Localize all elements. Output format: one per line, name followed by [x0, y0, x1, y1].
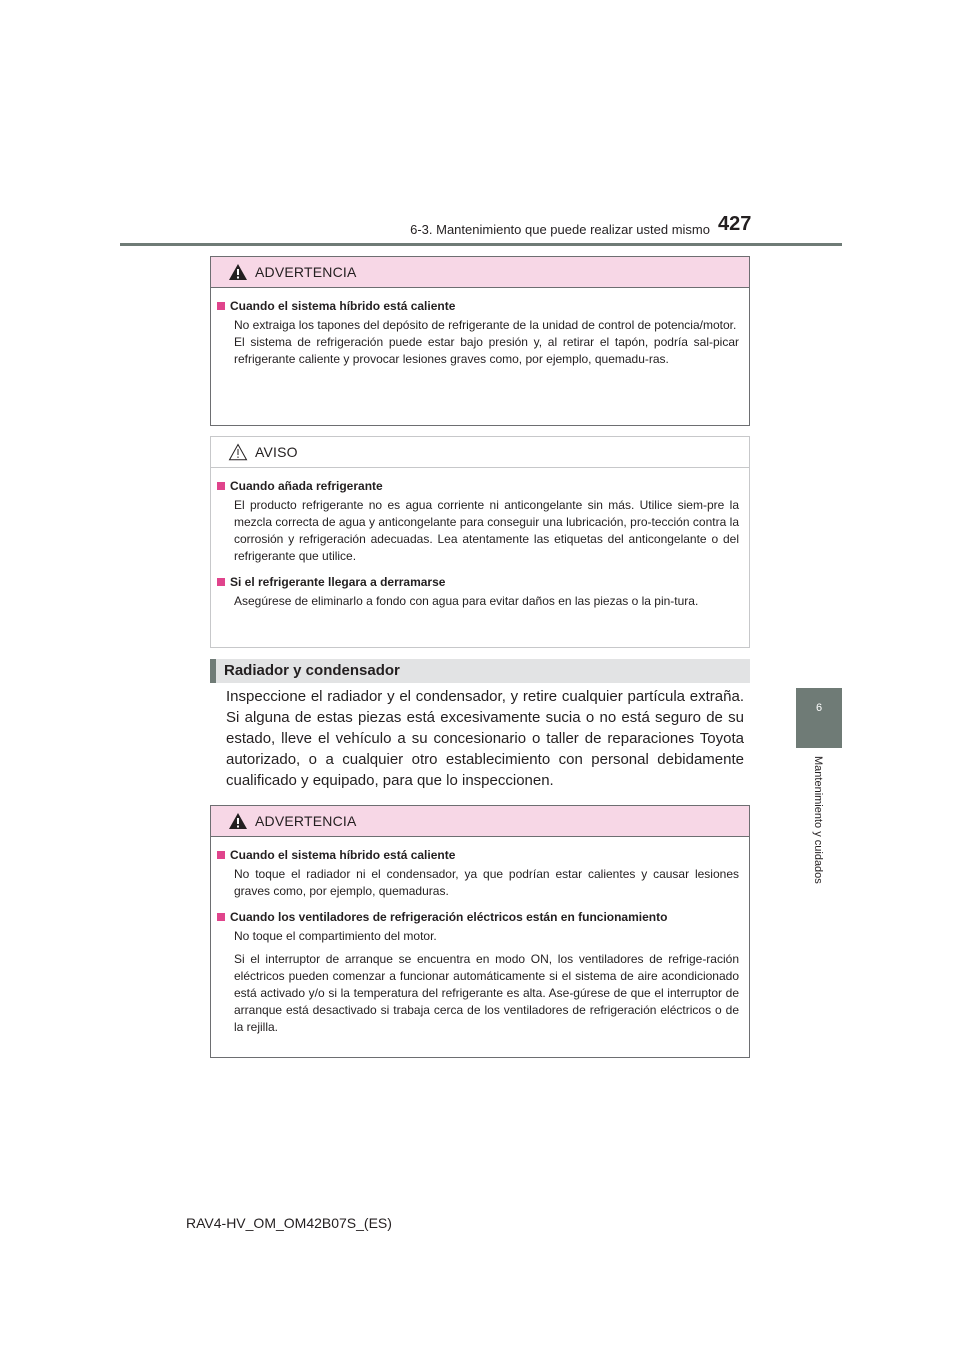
notice-box-header: [211, 437, 749, 468]
chapter-tab: 6: [796, 688, 842, 748]
warning-item-heading: Cuando el sistema híbrido está caliente: [230, 848, 456, 862]
warning-box-radiator: [210, 805, 750, 1058]
section-heading-text: Radiador y condensador: [224, 662, 400, 679]
notice-item-heading: Si el refrigerante llegara a derramarse: [230, 575, 446, 589]
notice-item: [217, 478, 739, 565]
chapter-title-vertical: [800, 756, 830, 916]
section-paragraph: Inspeccione el radiador y el condensador, y retire cualquier partícula extraña. Si alguna de estas piezas está excesivamente sucia o no está seguro de su estado, lleve el vehículo a su concesionario o taller de reparaciones Toyota autorizado, o a cualquier otro establecimiento con personal debidamente cualificado y equipado, para que lo inspeccionen.: [226, 688, 744, 789]
bullet-square-icon: [217, 578, 225, 586]
notice-item-text: Asegúrese de eliminarlo a fondo con agua para evitar daños en las piezas o la pin-tura.: [234, 594, 699, 608]
warning-item-heading: Cuando los ventiladores de refrigeración eléctricos están en funcionamiento: [230, 910, 668, 924]
caution-triangle-icon: [228, 443, 248, 461]
warning-item-text: El sistema de refrigeración puede estar bajo presión y, al retirar el tapón, podría sal-picar refrigerante caliente y provocar lesiones graves como, por ejemplo, quemadu-ras.: [234, 335, 739, 366]
warning-box-hybrid-hot: [210, 256, 750, 426]
bullet-square-icon: [217, 302, 225, 310]
warning-item-text: No toque el compartimiento del motor.: [234, 929, 437, 943]
notice-box-coolant: [210, 436, 750, 648]
bullet-square-icon: [217, 482, 225, 490]
notice-item: [217, 574, 739, 610]
header-divider: [120, 243, 842, 246]
notice-title: AVISO: [255, 444, 298, 460]
bullet-square-icon: [217, 913, 225, 921]
notice-item-text: El producto refrigerante no es agua corriente ni anticongelante sin más. Utilice siem-pre la mezcla correcta de agua y anticongelante para conseguir una lubricación, pro-tección contra la corrosión y refrigeración adecuadas. Lea atentamente las etiquetas del anticongelante o del refrigerante que utilice.: [234, 498, 739, 563]
warning-item-text: No toque el radiador ni el condensador, ya que podrían estar calientes y causar lesiones graves como, por ejemplo, quemaduras.: [234, 867, 739, 898]
chapter-title: Mantenimiento y cuidados: [812, 756, 824, 884]
warning-item-heading: Cuando el sistema híbrido está caliente: [230, 299, 456, 313]
warning-item-text: Si el interruptor de arranque se encuentra en modo ON, los ventiladores de refrige-ración eléctricos pueden comenzar a funcionar automáticamente si el sistema de aire acondicionado está activado y/o si la temperatura del refrigerante es alta. Ase-gúrese de que el interruptor de arranque está desactivado si trabaja cerca de los ventiladores de refrigeración eléctricos o de la rejilla.: [234, 952, 739, 1034]
document-code: RAV4-HV_OM_OM42B07S_(ES): [186, 1215, 392, 1231]
warning-item-text: No extraiga los tapones del depósito de refrigerante de la unidad de control de potencia/motor.: [234, 318, 737, 332]
warning-item: [217, 847, 739, 900]
notice-item-heading: Cuando añada refrigerante: [230, 479, 383, 493]
running-header-section: 6-3. Mantenimiento que puede realizar usted mismo: [410, 222, 710, 237]
warning-item: [217, 298, 739, 368]
warning-title: ADVERTENCIA: [255, 813, 357, 829]
warning-title: ADVERTENCIA: [255, 264, 357, 280]
warning-triangle-icon: [228, 263, 248, 281]
warning-item: [217, 909, 739, 1036]
section-heading-radiator: [210, 659, 750, 683]
page-number: 427: [718, 213, 752, 235]
warning-triangle-icon: [228, 812, 248, 830]
bullet-square-icon: [217, 851, 225, 859]
warning-box-header: [211, 806, 749, 837]
warning-box-header: [211, 257, 749, 288]
